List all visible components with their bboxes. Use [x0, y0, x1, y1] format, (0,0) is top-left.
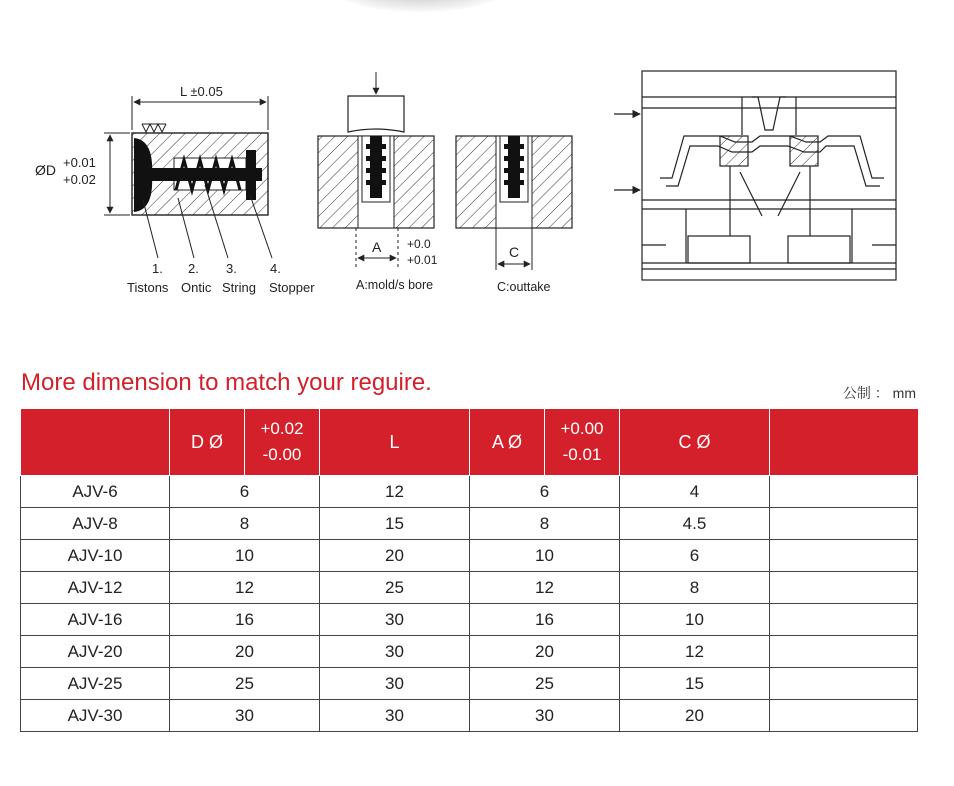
cell-l: 20	[320, 540, 470, 572]
bore-tol-lower: +0.01	[407, 253, 438, 267]
header-d-tolerance	[245, 409, 320, 476]
cell-model: AJV-20	[21, 636, 170, 668]
cell-l: 30	[320, 700, 470, 732]
diameter-tol-upper: +0.01	[63, 155, 96, 170]
part-1-name: Tistons	[127, 280, 169, 295]
header-c: C Ø	[620, 409, 770, 476]
diameter-tol-lower: +0.02	[63, 172, 96, 187]
cell-extra	[770, 508, 918, 540]
cell-model: AJV-16	[21, 604, 170, 636]
cell-c: 10	[620, 604, 770, 636]
cell-a: 8	[470, 508, 620, 540]
cell-model: AJV-25	[21, 668, 170, 700]
cell-l: 12	[320, 476, 470, 508]
dimension-table	[20, 409, 918, 732]
header-model	[21, 409, 170, 476]
table-row	[21, 700, 918, 732]
cell-l: 30	[320, 668, 470, 700]
diameter-label: ØD	[35, 162, 56, 178]
header-d-tol-lower: -0.00	[262, 445, 302, 464]
part-2-name: Ontic	[181, 280, 212, 295]
cell-c: 6	[620, 540, 770, 572]
cell-l: 15	[320, 508, 470, 540]
cell-extra	[770, 476, 918, 508]
cell-d: 25	[170, 668, 320, 700]
table-row	[21, 476, 918, 508]
cell-model: AJV-10	[21, 540, 170, 572]
cell-c: 12	[620, 636, 770, 668]
cell-a: 16	[470, 604, 620, 636]
table-row	[21, 540, 918, 572]
table-row	[21, 636, 918, 668]
mold-bore-diagram	[318, 72, 438, 292]
bore-tol-upper: +0.0	[407, 237, 431, 251]
outtake-dim-label: C	[509, 244, 520, 260]
section-heading: More dimension to match your reguire.	[21, 369, 432, 396]
part-2-number: 2.	[188, 261, 199, 276]
cell-a: 30	[470, 700, 620, 732]
part-4-name: Stopper	[269, 280, 315, 295]
header-a-tol-upper: +0.00	[560, 419, 604, 438]
header-d: D Ø	[170, 409, 245, 476]
cell-d: 8	[170, 508, 320, 540]
header-d-tol-upper: +0.02	[260, 419, 304, 438]
cell-d: 30	[170, 700, 320, 732]
technical-diagrams	[0, 0, 954, 330]
header-l: L	[320, 409, 470, 476]
table-row	[21, 668, 918, 700]
part-4-number: 4.	[270, 261, 281, 276]
cell-l: 25	[320, 572, 470, 604]
cell-extra	[770, 668, 918, 700]
header-extra	[770, 409, 918, 476]
cell-c: 8	[620, 572, 770, 604]
header-a-tol-lower: -0.01	[562, 445, 602, 464]
cell-a: 25	[470, 668, 620, 700]
valve-section-diagram	[35, 84, 315, 295]
cell-extra	[770, 636, 918, 668]
cell-model: AJV-8	[21, 508, 170, 540]
table-row	[21, 508, 918, 540]
length-label: L ±0.05	[180, 84, 223, 99]
cell-l: 30	[320, 604, 470, 636]
cell-a: 6	[470, 476, 620, 508]
cell-c: 4.5	[620, 508, 770, 540]
unit-label: 公制 ： mm	[842, 385, 916, 401]
cell-extra	[770, 604, 918, 636]
header-a-tolerance	[545, 409, 620, 476]
table-row	[21, 604, 918, 636]
cell-model: AJV-6	[21, 476, 170, 508]
cell-d: 20	[170, 636, 320, 668]
cell-a: 10	[470, 540, 620, 572]
mold-assembly-diagram	[614, 71, 896, 280]
table-header-row	[21, 409, 918, 476]
cell-d: 6	[170, 476, 320, 508]
outtake-diagram	[456, 136, 572, 294]
cell-l: 30	[320, 636, 470, 668]
cell-model: AJV-12	[21, 572, 170, 604]
cell-d: 12	[170, 572, 320, 604]
part-3-name: String	[222, 280, 256, 295]
cell-extra	[770, 700, 918, 732]
header-a: A Ø	[470, 409, 545, 476]
cell-extra	[770, 572, 918, 604]
cell-c: 4	[620, 476, 770, 508]
cell-extra	[770, 540, 918, 572]
part-1-number: 1.	[152, 261, 163, 276]
bore-caption: A:mold/s bore	[356, 278, 434, 292]
outtake-caption: C:outtake	[497, 280, 551, 294]
cell-d: 10	[170, 540, 320, 572]
cell-c: 20	[620, 700, 770, 732]
cell-c: 15	[620, 668, 770, 700]
cell-d: 16	[170, 604, 320, 636]
part-3-number: 3.	[226, 261, 237, 276]
table-row	[21, 572, 918, 604]
cell-a: 12	[470, 572, 620, 604]
cell-model: AJV-30	[21, 700, 170, 732]
bore-dim-label: A	[372, 239, 382, 255]
cell-a: 20	[470, 636, 620, 668]
